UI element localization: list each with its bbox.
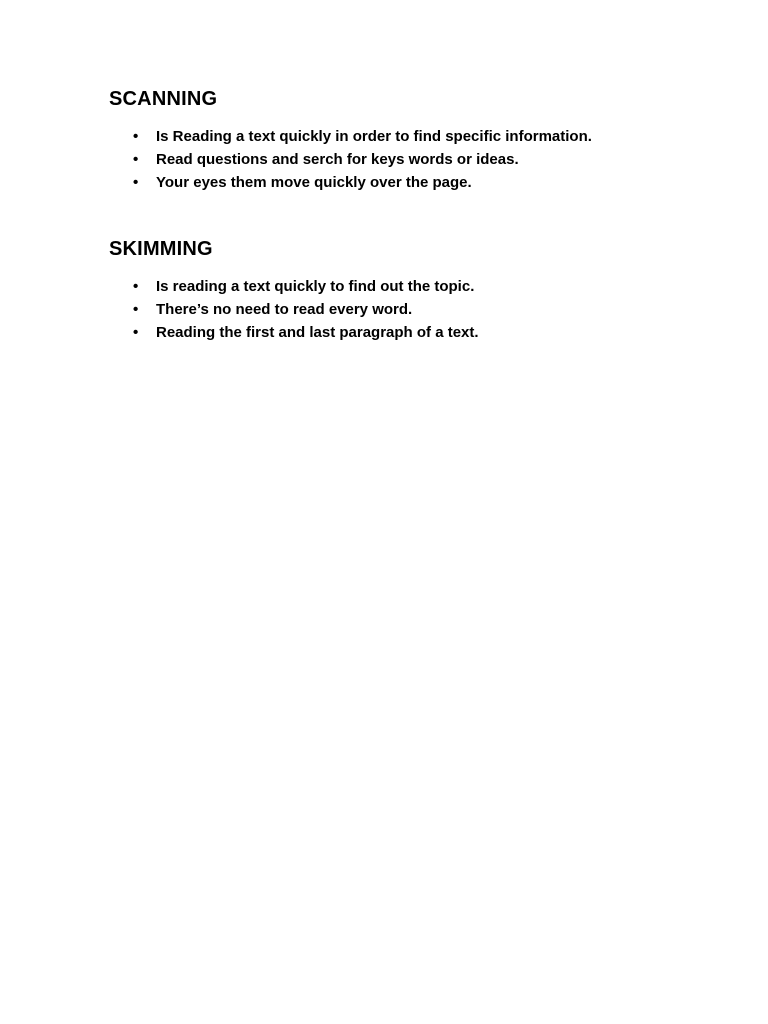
bullet-icon: • bbox=[133, 324, 139, 341]
bullet-icon: • bbox=[133, 128, 139, 145]
section-heading: SKIMMING bbox=[109, 238, 213, 260]
list-item bbox=[109, 125, 709, 148]
list-item-text: Is Reading a text quickly in order to find specific information. bbox=[156, 128, 592, 145]
list-item bbox=[109, 298, 709, 321]
list-item bbox=[109, 275, 709, 298]
list-item-text: Is reading a text quickly to find out the topic. bbox=[156, 278, 475, 295]
bullet-icon: • bbox=[133, 278, 139, 295]
bullet-list bbox=[109, 275, 709, 344]
bullet-icon: • bbox=[133, 151, 139, 168]
bullet-icon: • bbox=[133, 301, 139, 318]
bullet-icon: • bbox=[133, 174, 139, 191]
bullet-list bbox=[109, 125, 709, 194]
section-skimming bbox=[109, 237, 709, 344]
list-item-text: Read questions and serch for keys words or ideas. bbox=[156, 151, 519, 168]
section-scanning bbox=[109, 87, 709, 194]
list-item-text: Reading the first and last paragraph of a text. bbox=[156, 324, 479, 341]
list-item-text: Your eyes them move quickly over the page. bbox=[156, 174, 472, 191]
list-item bbox=[109, 321, 709, 344]
list-item bbox=[109, 148, 709, 171]
list-item-text: There’s no need to read every word. bbox=[156, 301, 413, 318]
list-item bbox=[109, 171, 709, 194]
section-heading: SCANNING bbox=[109, 88, 218, 110]
